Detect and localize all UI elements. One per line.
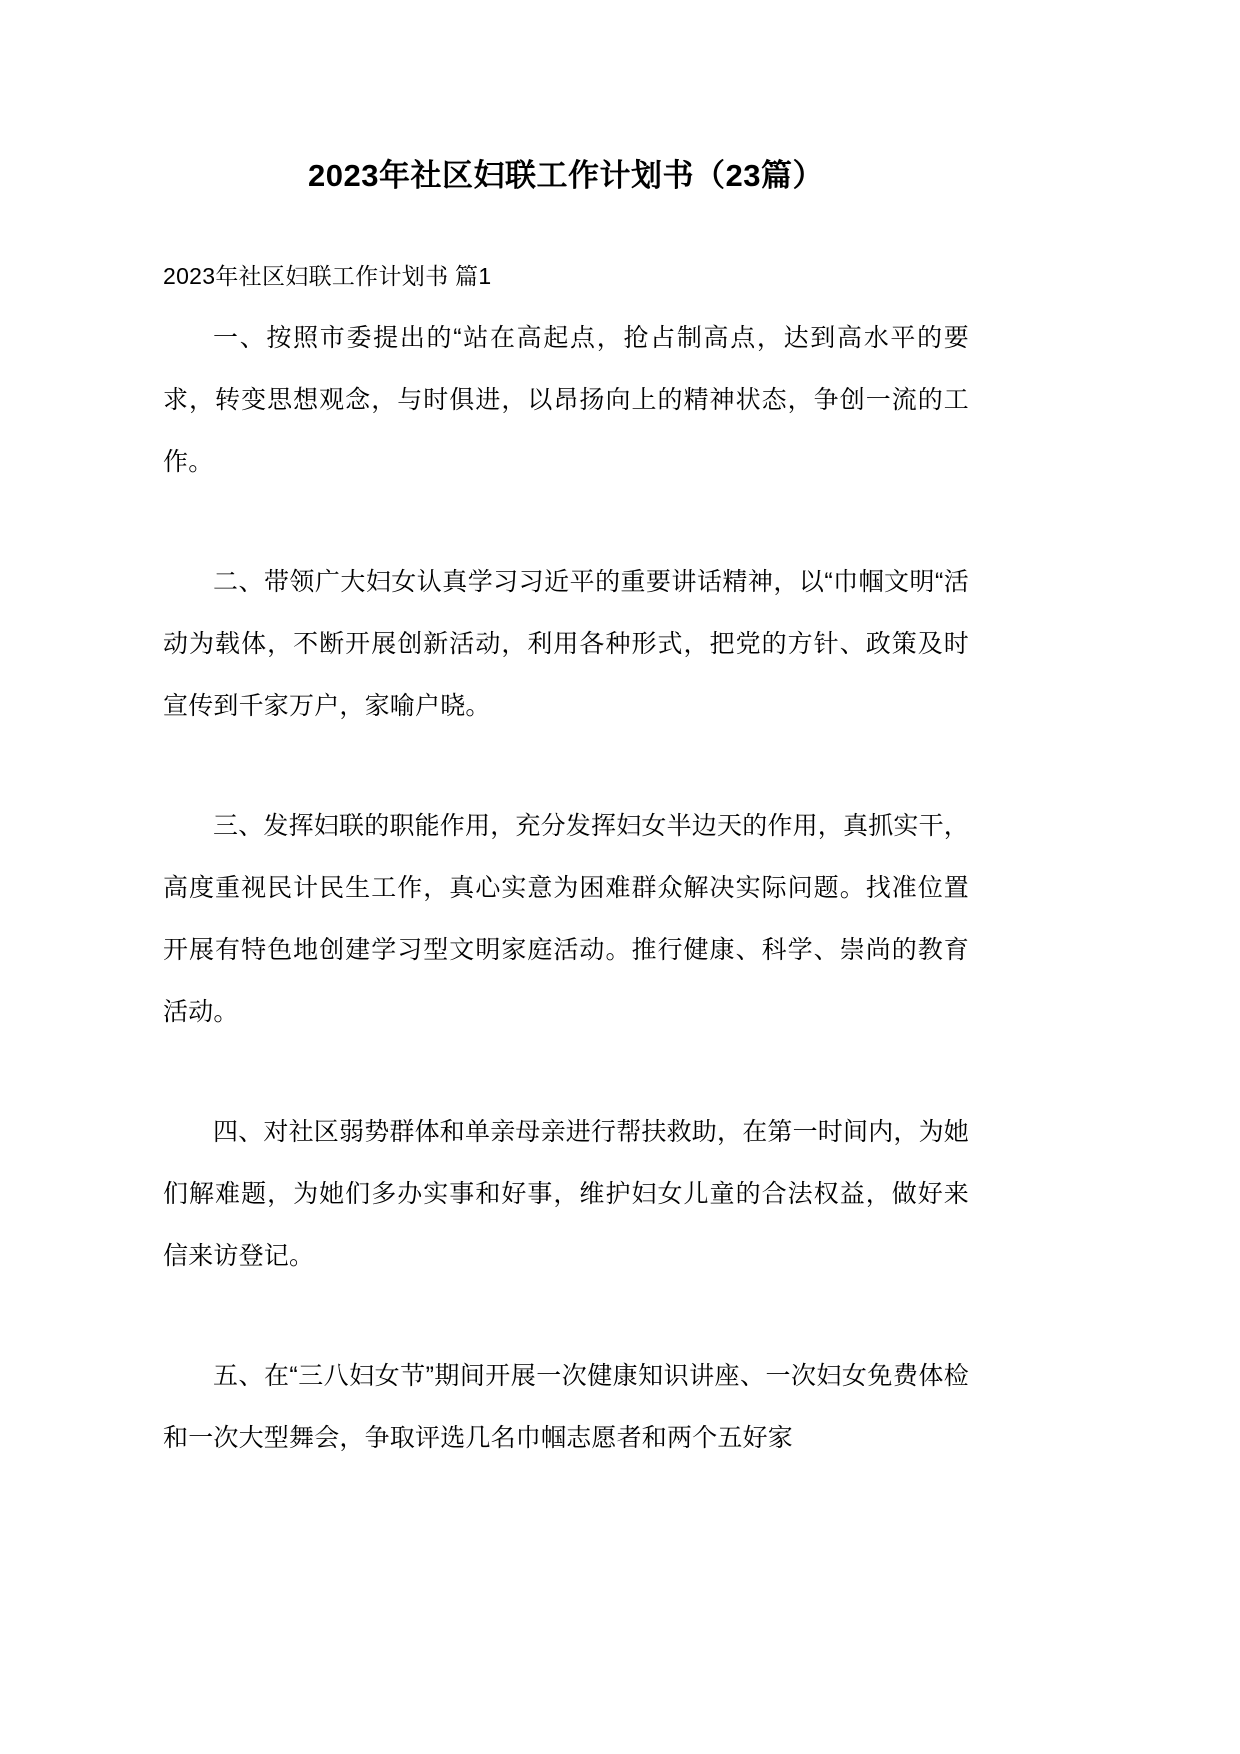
body-paragraph-1: 一、按照市委提出的“站在高起点，抢占制高点，达到高水平的要求，转变思想观念，与时俱进，以昂扬向上的精神状态，争创一流的工作。 xyxy=(163,324,969,477)
page-title: 2023年社区妇联工作计划书（23篇） xyxy=(308,158,824,193)
document-subheading: 2023年社区妇联工作计划书 篇1 xyxy=(163,262,492,289)
body-paragraph-5: 五、在“三八妇女节”期间开展一次健康知识讲座、一次妇女免费体检和一次大型舞会，争取评选几名巾帼志愿者和两个五好家 xyxy=(163,1362,969,1453)
body-paragraph-3: 三、发挥妇联的职能作用，充分发挥妇女半边天的作用，真抓实干，高度重视民计民生工作，真心实意为困难群众解决实际问题。找准位置开展有特色地创建学习型文明家庭活动。推行健康、科学、崇尚的教育活动。 xyxy=(163,812,970,1027)
body-paragraph-4: 四、对社区弱势群体和单亲母亲进行帮扶救助，在第一时间内，为她们解难题，为她们多办实事和好事，维护妇女儿童的合法权益，做好来信来访登记。 xyxy=(163,1118,970,1271)
body-paragraph-2: 二、带领广大妇女认真学习习近平的重要讲话精神，以“巾帼文明“活动为载体，不断开展创新活动，利用各种形式，把党的方针、政策及时宣传到千家万户，家喻户晓。 xyxy=(163,568,969,721)
document-content xyxy=(163,0,969,1469)
